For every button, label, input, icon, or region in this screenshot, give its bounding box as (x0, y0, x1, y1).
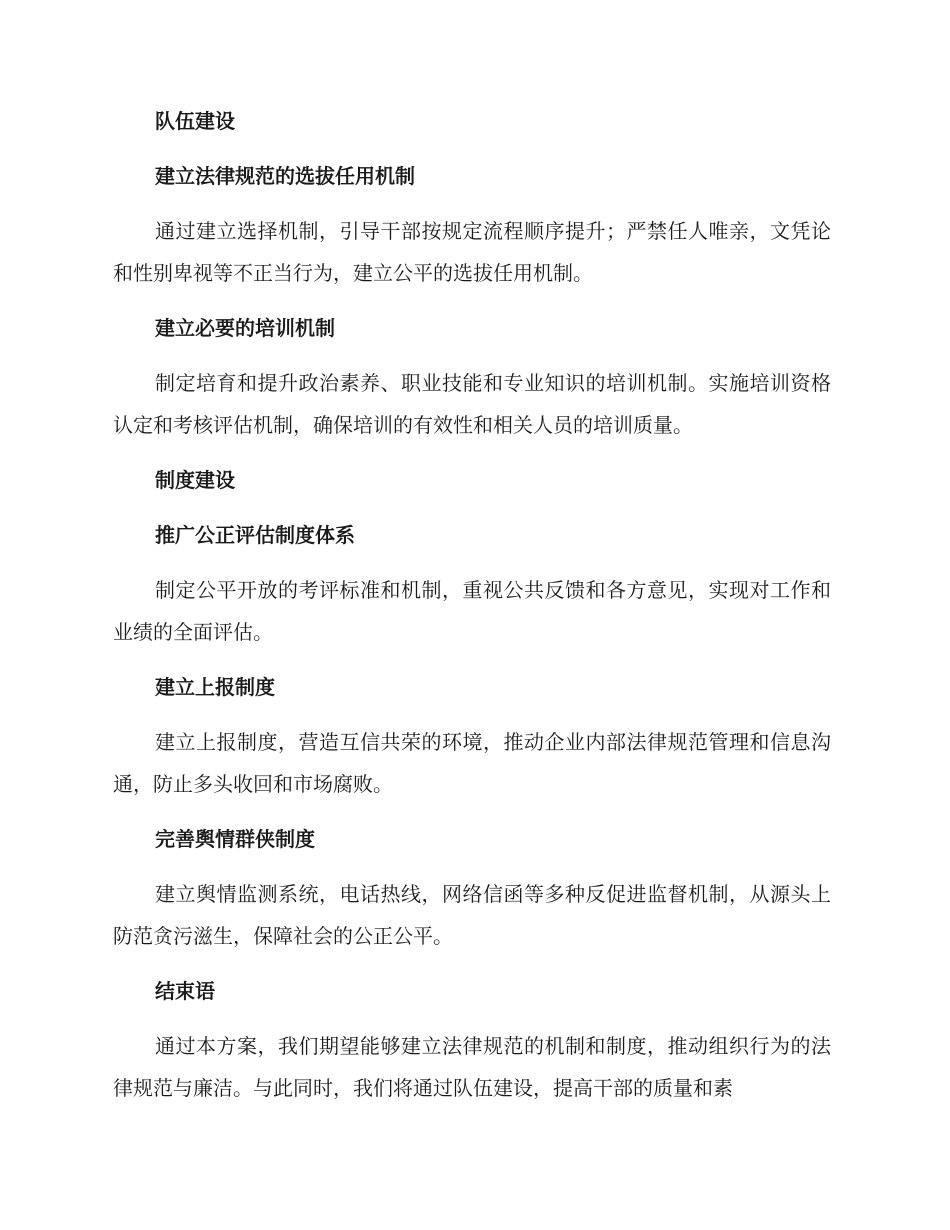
document-page (113, 100, 831, 1109)
subheading-public-opinion-system: 完善舆情群侠制度 (155, 827, 315, 851)
section-heading-team-building: 队伍建设 (155, 109, 235, 133)
section-heading-conclusion: 结束语 (155, 979, 215, 1003)
paragraph-training-mechanism: 制定培育和提升政治素养、职业技能和专业知识的培训机制。实施培训资格认定和考核评估机制，确保培训的有效性和相关人员的培训质量。 (113, 371, 831, 437)
subheading-reporting-system: 建立上报制度 (155, 675, 275, 699)
paragraph-public-opinion-system: 建立舆情监测系统，电话热线，网络信函等多种反促进监督机制，从源头上防范贪污滋生，保障社会的公正公平。 (113, 882, 831, 948)
section-heading-system-building: 制度建设 (155, 468, 235, 492)
subheading-training-mechanism: 建立必要的培训机制 (155, 316, 335, 340)
paragraph-conclusion: 通过本方案，我们期望能够建立法律规范的机制和制度，推动组织行为的法律规范与廉洁。与此同时，我们将通过队伍建设，提高干部的质量和素 (113, 1034, 831, 1100)
paragraph-reporting-system: 建立上报制度，营造互信共荣的环境，推动企业内部法律规范管理和信息沟通，防止多头收回和市场腐败。 (113, 730, 831, 796)
subheading-fair-evaluation: 推广公正评估制度体系 (155, 523, 355, 547)
subheading-selection-mechanism: 建立法律规范的选拔任用机制 (155, 164, 415, 188)
paragraph-selection-mechanism: 通过建立选择机制，引导干部按规定流程顺序提升；严禁任人唯亲，文凭论和性别卑视等不正当行为，建立公平的选拔任用机制。 (113, 219, 831, 285)
paragraph-fair-evaluation: 制定公平开放的考评标准和机制，重视公共反馈和各方意见，实现对工作和业绩的全面评估。 (113, 578, 831, 644)
